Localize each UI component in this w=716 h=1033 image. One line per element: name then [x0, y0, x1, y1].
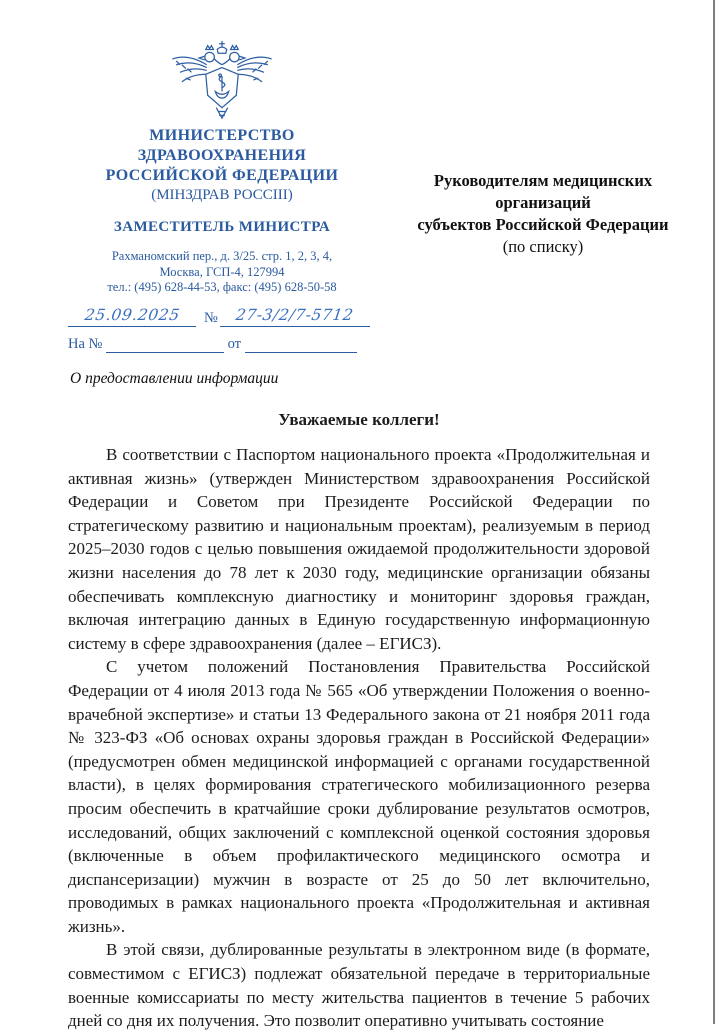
- outgoing-number-field: [220, 306, 370, 327]
- subject-line: О предоставлении информации: [70, 370, 279, 387]
- address-line: Рахманомский пер., д. 3/25. стр. 1, 2, 3, 4,: [111, 249, 333, 263]
- distribution-note: (по списку): [502, 237, 584, 256]
- reply-date-label: от: [227, 335, 242, 352]
- salutation: Уважаемые коллеги!: [278, 410, 440, 429]
- reply-number-field: [106, 332, 224, 353]
- body-paragraph: В соответствии с Паспортом национального проекта «Продолжительная и активная жизнь» (утвержден Министерством здравоохранения Российской Федерации и Советом при Президенте Российской Федерации по стратегическому развитию и национальным проектам), реализуемым в период 2025–2030 годов с целью повышения ожидаемой продолжительности здоровой жизни населения до 78 лет к 2030 году, медицинские организации обязаны обеспечивать комплексную диагностику и мониторинг здоровья граждан, включая интеграцию данных в Единую государственную информационную систему в сфере здравоохранения (далее – ЕГИСЗ).: [68, 445, 650, 653]
- ministry-name-line: ЗДРАВООХРАНЕНИЯ: [137, 147, 307, 164]
- letter-body: [68, 410, 650, 1033]
- ministry-name: [62, 126, 382, 186]
- ministry-abbreviation: (МІНЗДРАВ РОССІІІ): [151, 187, 293, 203]
- reference-block: [62, 306, 382, 353]
- handwritten-date: 25.09.2025: [83, 305, 181, 324]
- addressee-line: организаций: [495, 193, 591, 212]
- coat-of-arms-icon: [163, 38, 281, 122]
- outgoing-date-field: [68, 306, 196, 327]
- address-line: тел.: (495) 628-44-53, факс: (495) 628-50-58: [107, 280, 337, 294]
- reference-date-number-row: [68, 306, 382, 330]
- ministry-name-line: МИНИСТЕРСТВО: [149, 127, 295, 144]
- body-paragraph: В этой связи, дублированные результаты в электронном виде (в формате, совместимом с ЕГИСЗ) подлежат обязательной передаче в территориальные военные комиссариаты по месту жительства пациентов в течение 5 рабочих дней со дня их получения. Это позволит оперативно учитывать состояние: [68, 940, 650, 1031]
- ministry-name-line: РОССИЙСКОЙ ФЕДЕРАЦИИ: [105, 167, 339, 184]
- reply-date-field: [245, 332, 357, 353]
- reply-reference-row: [68, 332, 382, 353]
- number-sign: №: [204, 309, 218, 326]
- addressee-block: [380, 170, 706, 258]
- body-paragraph: С учетом положений Постановления Правительства Российской Федерации от 4 июля 2013 года № 565 «Об утверждении Положения о военно-врачебной экспертизе» и статьи 13 Федерального закона от 21 ноября 2011 года № 323-ФЗ «Об основах охраны здоровья граждан в Российской Федерации» (предусмотрен обмен медицинской информацией с органами государственной власти), в целях формирования стратегического мобилизационного резерва просим обеспечить в кратчайшие сроки дублирование результатов осмотров, исследований, общих заключений с комплексной оценкой состояния здоровья (включенные в объем профилактического медицинского осмотра и диспансеризации) мужчин в возрасте от 25 до 50 лет включительно, проводимых в рамках национального проекта «Продолжительная и активная жизнь».: [68, 657, 650, 936]
- letterhead-block: [62, 38, 382, 353]
- addressee-line: субъектов Российской Федерации: [417, 215, 669, 234]
- address-block: [62, 249, 382, 296]
- handwritten-number: 27-3/2/7-5712: [234, 305, 355, 324]
- addressee-line: Руководителям медицинских: [433, 171, 653, 190]
- signer-title: ЗАМЕСТИТЕЛЬ МИНИСТРА: [113, 219, 331, 235]
- page-edge-scan-line: [713, 0, 715, 1024]
- reply-number-label: На №: [68, 335, 103, 352]
- address-line: Москва, ГСП-4, 127994: [159, 264, 285, 279]
